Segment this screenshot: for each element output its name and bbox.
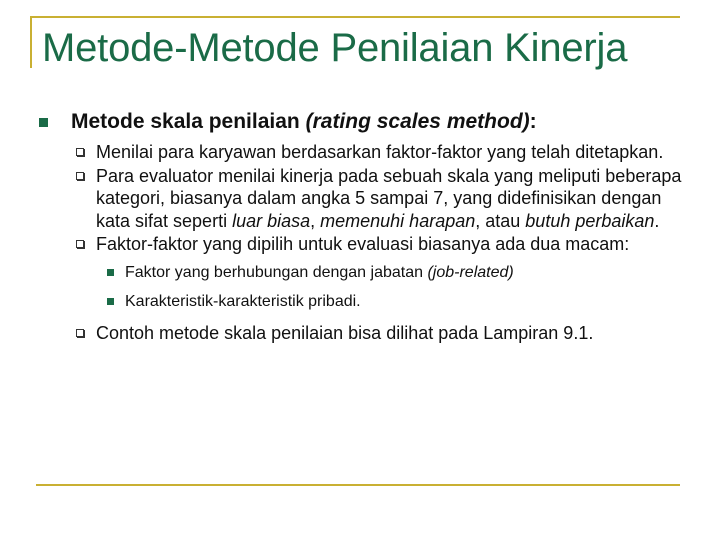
sub-point-3-text: Faktor-faktor yang dipilih untuk evaluasi biasanya ada dua macam:	[96, 234, 630, 254]
sub-point-2-term-1: luar biasa	[232, 210, 311, 231]
title-frame-top-line	[30, 16, 680, 18]
main-point-text: Metode skala penilaian	[71, 110, 306, 133]
main-point	[36, 108, 686, 135]
bottom-rule-line	[36, 484, 680, 486]
sub-point-2-text: Para evaluator menilai kinerja pada sebuah skala yang meliputi beberapa kategori, biasanya dalam angka 5 sampai 7, yang didefinisikan dengan kata sifat seperti	[96, 165, 682, 231]
sub-point-4-text: Contoh metode skala penilaian bisa dilihat pada Lampiran 9.1.	[96, 322, 594, 343]
sub-sub-point-1	[36, 263, 686, 283]
square-bullet-icon	[39, 118, 48, 127]
hollow-square-bullet-icon	[76, 240, 84, 248]
hollow-square-bullet-icon	[76, 172, 84, 180]
slide-body	[36, 108, 686, 344]
hollow-square-bullet-icon	[76, 329, 84, 337]
sub-point-2-sep-2: , atau	[475, 210, 526, 231]
hollow-square-bullet-icon	[76, 148, 84, 156]
sub-point-1-text: Menilai para karyawan berdasarkan faktor-faktor yang telah ditetapkan.	[96, 142, 664, 162]
sub-point-2-term-3: butuh perbaikan	[525, 210, 655, 231]
sub-point-2	[36, 165, 686, 233]
square-bullet-icon	[107, 269, 114, 276]
sub-sub-point-1-term: (job-related)	[427, 263, 514, 281]
sub-point-1	[36, 141, 686, 164]
main-point-parenthetical: (rating scales method)	[305, 110, 530, 133]
main-point-colon: :	[529, 110, 537, 133]
sub-point-2-term-2: memenuhi harapan	[320, 210, 476, 231]
sub-point-2-sep-1: ,	[310, 210, 321, 231]
title-frame-left-line	[30, 16, 32, 68]
sub-sub-point-2-text: Karakteristik-karakteristik pribadi.	[125, 292, 361, 310]
slide-title: Metode-Metode Penilaian Kinerja	[42, 26, 628, 70]
sub-sub-point-2	[36, 292, 686, 312]
sub-point-3	[36, 233, 686, 256]
sub-point-2-end: .	[654, 210, 660, 231]
sub-point-4	[36, 322, 686, 345]
square-bullet-icon	[107, 298, 114, 305]
sub-sub-point-1-text: Faktor yang berhubungan dengan jabatan	[125, 263, 428, 281]
